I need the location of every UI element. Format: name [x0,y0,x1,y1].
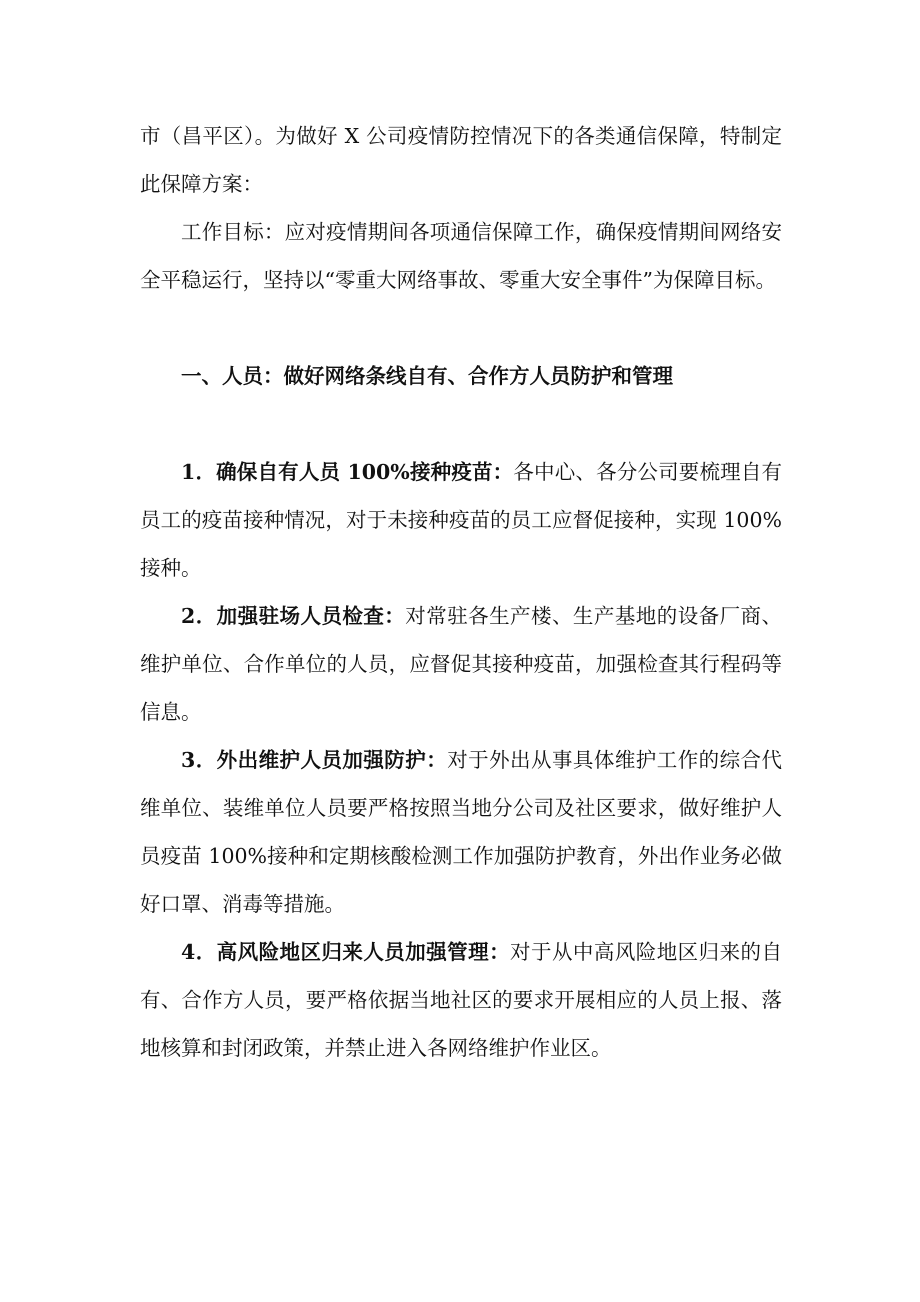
item-body: 对于外出从事具体维护工作的综合代维单位、装维单位人员要严格按照当地分公司及社区要求，做好维护人员疫苗 100%接种和定期核酸检测工作加强防护教育，外出作业务必做好口罩、消毒等措施。 [140,748,783,916]
item-paragraph-1 [140,448,782,592]
item-title: 3．外出维护人员加强防护： [181,748,448,772]
item-body: 各中心、各分公司要梳理自有员工的疫苗接种情况，对于未接种疫苗的员工应督促接种，实现 100%接种。 [140,460,783,580]
item-title: 4．高风险地区归来人员加强管理： [181,940,511,964]
item-body: 对常驻各生产楼、生产基地的设备厂商、维护单位、合作单位的人员，应督促其接种疫苗，加强检查其行程码等信息。 [140,604,783,724]
item-paragraph-4 [140,928,782,1072]
item-title: 2．加强驻场人员检查： [181,604,406,628]
intro-paragraph: 市（昌平区）。为做好 X 公司疫情防控情况下的各类通信保障，特制定此保障方案： [140,124,782,196]
item-body: 对于从中高风险地区归来的自有、合作方人员，要严格依据当地社区的要求开展相应的人员上报、落地核算和封闭政策，并禁止进入各网络维护作业区。 [140,940,783,1060]
section-heading: 一、人员：做好网络条线自有、合作方人员防护和管理 [181,364,673,388]
item-title: 1．确保自有人员 100%接种疫苗： [181,460,514,484]
item-paragraph-3 [140,736,782,928]
goal-paragraph: 工作目标：应对疫情期间各项通信保障工作，确保疫情期间网络安全平稳运行，坚持以“零重大网络事故、零重大安全事件”为保障目标。 [140,220,782,292]
document-page [140,112,782,1072]
item-paragraph-2 [140,592,782,736]
